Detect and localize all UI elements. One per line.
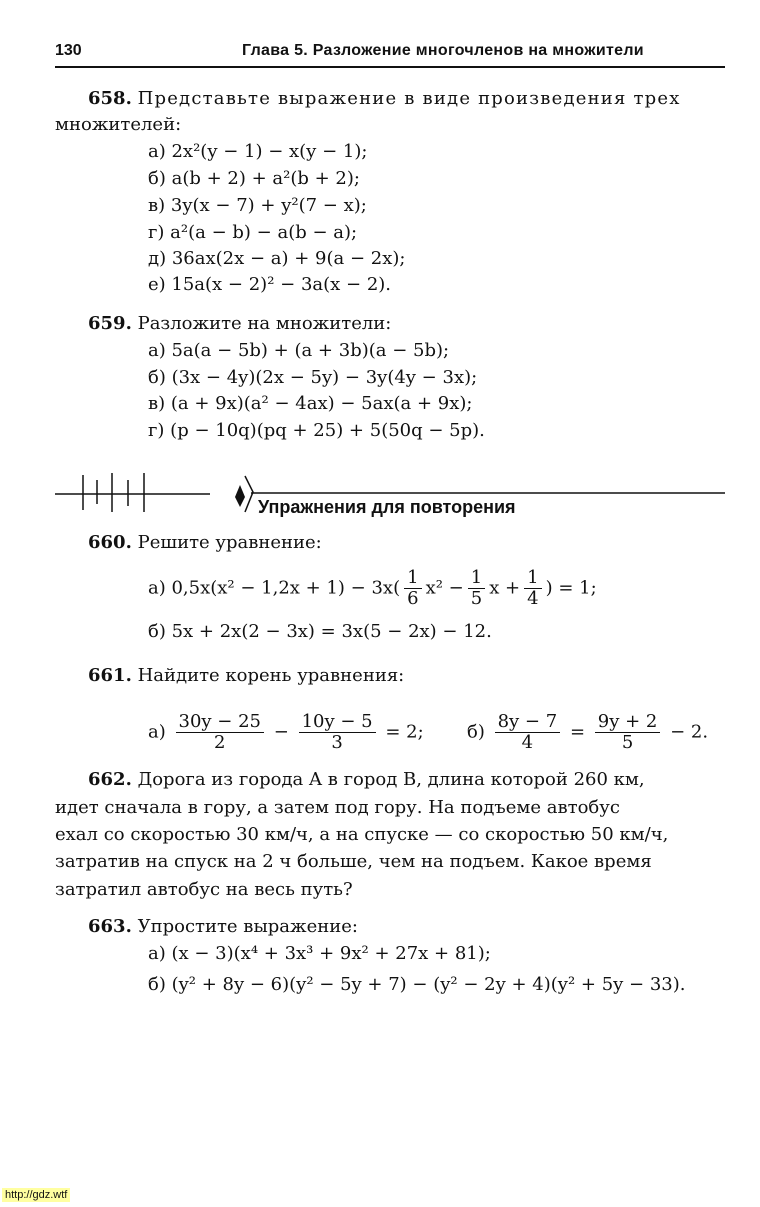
page-number: 130 — [55, 42, 82, 59]
exercise-item: е) 15a(x − 2)² − 3a(x − 2). — [148, 274, 392, 295]
equation-660a: а) 0,5x(x² − 1,2x + 1) − 3x( $\frac{1}{6}$ x² − $\frac{1}{5}$ x + $\frac{1}{4}$ ) = 1; — [148, 567, 597, 609]
exercise-662-line: идет сначала в гору, а затем под гору. На подъеме автобус — [55, 797, 620, 818]
exercise-item: г) (p − 10q)(pq + 25) + 5(50q − 5p). — [148, 420, 485, 441]
exercise-item: б) (y² + 8y − 6)(y² − 5y + 7) − (y² − 2y + 4)(y² + 5y − 33). — [148, 974, 686, 995]
header-rule — [55, 66, 725, 68]
watermark-link[interactable]: http://gdz.wtf — [2, 1188, 70, 1202]
equation-660b: б) 5x + 2x(2 − 3x) = 3x(5 − 2x) − 12. — [148, 621, 492, 642]
exercise-item: а) 2x²(y − 1) − x(y − 1); — [148, 141, 368, 162]
exercise-662-line: ехал со скоростью 30 км/ч, а на спуске — со скоростью 50 км/ч, — [55, 824, 669, 845]
exercise-662: 662. Дорога из города A в город B, длина которой 260 км, — [88, 769, 645, 790]
exercise-item: а) 5a(a − 5b) + (a + 3b)(a − 5b); — [148, 340, 450, 361]
exercise-item: г) a²(a − b) − a(b − a); — [148, 222, 358, 243]
exercise-item: в) 3y(x − 7) + y²(7 − x); — [148, 195, 367, 216]
exercise-item: б) (3x − 4y)(2x − 5y) − 3y(4y − 3x); — [148, 367, 478, 388]
exercise-item: а) (x − 3)(x⁴ + 3x³ + 9x² + 27x + 81); — [148, 943, 491, 964]
equation-661b: б) $\frac{8y - 7}{4}$ = $\frac{9y + 2}{5}$ − 2. — [467, 711, 709, 753]
equation-661a: а) $\frac{30y - 25}{2}$ − $\frac{10y - 5}{3}$ = 2; — [148, 711, 424, 753]
section-heading: Упражнения для повторения — [258, 497, 516, 517]
exercise-659: 659. Разложите на множители: — [88, 313, 392, 334]
exercise-658-cont: множителей: — [55, 114, 182, 135]
chapter-title: Глава 5. Разложение многочленов на множители — [242, 42, 644, 59]
exercise-663: 663. Упростите выражение: — [88, 916, 358, 937]
exercise-item: в) (a + 9x)(a² − 4ax) − 5ax(a + 9x); — [148, 393, 473, 414]
exercise-658: 658. Представьте выражение в виде произведения трех — [88, 88, 681, 109]
exercise-item: б) a(b + 2) + a²(b + 2); — [148, 168, 360, 189]
exercise-660: 660. Решите уравнение: — [88, 532, 322, 553]
exercise-662-line: затратил автобус на весь путь? — [55, 879, 353, 900]
exercise-item: д) 36ax(2x − a) + 9(a − 2x); — [148, 248, 406, 269]
exercise-662-line: затратив на спуск на 2 ч больше, чем на подъем. Какое время — [55, 851, 652, 872]
exercise-661: 661. Найдите корень уравнения: — [88, 665, 405, 686]
